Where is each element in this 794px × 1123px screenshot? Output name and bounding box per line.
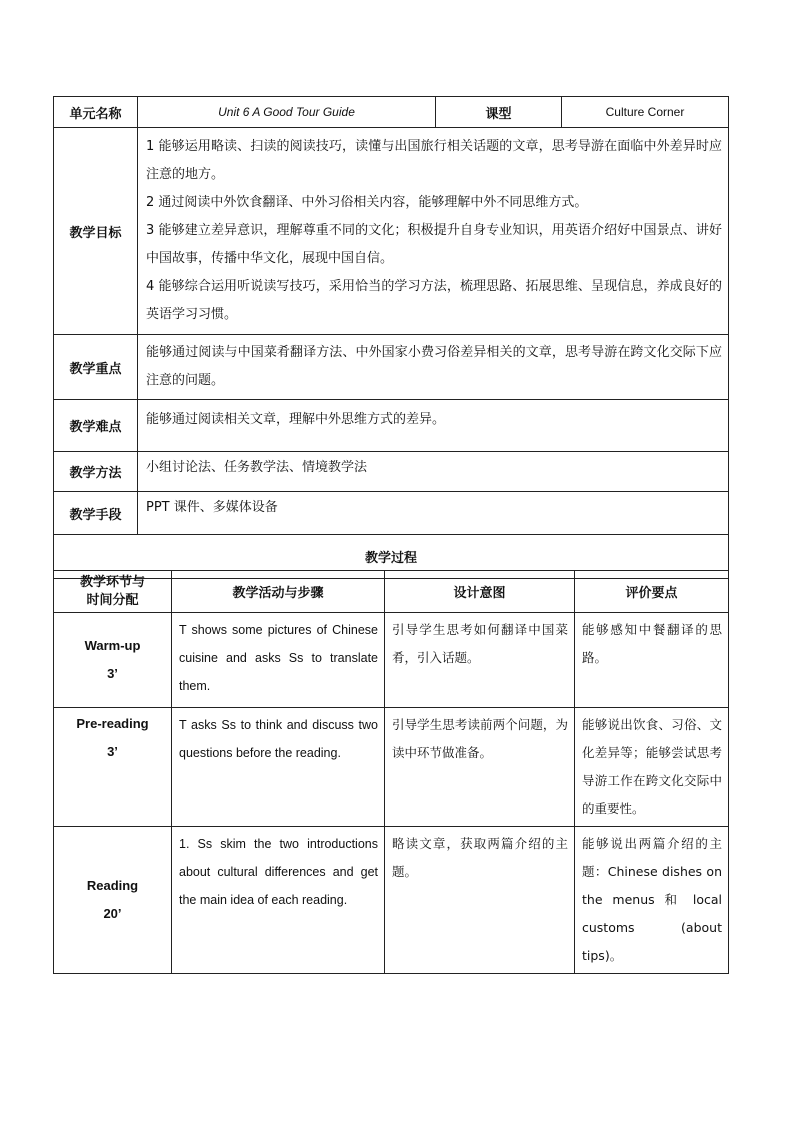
methods-value: 小组讨论法、任务教学法、情境教学法 — [138, 452, 729, 492]
evaluation-cell: 能够说出两篇介绍的主题：Chinese dishes on the menus 和 local customs (about tips)。 — [575, 827, 729, 974]
difficulties-value: 能够通过阅读相关文章，理解中外思维方式的差异。 — [138, 400, 729, 452]
activity-cell: 1. Ss skim the two introductions about cultural differences and get the main idea of each reading. — [172, 827, 385, 974]
table-row — [54, 613, 729, 708]
intent-cell: 引导学生思考读前两个问题，为读中环节做准备。 — [385, 708, 575, 827]
process-title: 教学过程 — [54, 535, 729, 579]
stage-time: 20’ — [103, 906, 122, 921]
type-label: 课型 — [436, 97, 562, 128]
goal-item-3: 3 能够建立差异意识，理解尊重不同的文化；积极提升自身专业知识，用英语介绍好中国景点、讲好中国故事，传播中华文化，展现中国自信。 — [146, 223, 722, 266]
goals-content — [138, 128, 729, 335]
lesson-info-table — [53, 96, 729, 579]
intent-cell: 引导学生思考如何翻译中国菜肴，引入话题。 — [385, 613, 575, 708]
table-row — [54, 708, 729, 827]
evaluation-cell: 能够说出饮食、习俗、文化差异等；能够尝试思考导游工作在跨文化交际中的重要性。 — [575, 708, 729, 827]
key-points-row — [54, 335, 729, 400]
difficulties-label: 教学难点 — [54, 400, 138, 452]
stage-cell — [54, 708, 172, 827]
column-header-evaluation: 评价要点 — [575, 571, 729, 613]
methods-row — [54, 452, 729, 492]
column-header-stage-line2: 时间分配 — [86, 592, 139, 608]
goal-item-1: 1 能够运用略读、扫读的阅读技巧，读懂与出国旅行相关话题的文章，思考导游在面临中外差异时应注意的地方。 — [146, 139, 722, 182]
activity-cell: T shows some pictures of Chinese cuisine and asks Ss to translate them. — [172, 613, 385, 708]
type-value: Culture Corner — [562, 97, 729, 128]
methods-label: 教学方法 — [54, 452, 138, 492]
difficulties-row — [54, 400, 729, 452]
means-value: PPT 课件、多媒体设备 — [138, 492, 729, 535]
evaluation-cell: 能够感知中餐翻译的思路。 — [575, 613, 729, 708]
column-header-stage — [54, 571, 172, 613]
intent-cell: 略读文章，获取两篇介绍的主题。 — [385, 827, 575, 974]
column-header-intent: 设计意图 — [385, 571, 575, 613]
stage-name: Pre-reading — [76, 716, 149, 731]
unit-label: 单元名称 — [54, 97, 138, 128]
goals-row — [54, 128, 729, 335]
means-label: 教学手段 — [54, 492, 138, 535]
stage-time: 3’ — [107, 666, 118, 681]
stage-cell — [54, 613, 172, 708]
column-header-activity: 教学活动与步骤 — [172, 571, 385, 613]
means-row — [54, 492, 729, 535]
goal-item-2: 2 通过阅读中外饮食翻译、中外习俗相关内容，能够理解中外不同思维方式。 — [146, 195, 588, 210]
process-header-row — [54, 571, 729, 613]
unit-row — [54, 97, 729, 128]
activity-cell: T asks Ss to think and discuss two questions before the reading. — [172, 708, 385, 827]
stage-name: Warm-up — [84, 638, 141, 653]
column-header-stage-line1: 教学环节与 — [79, 574, 145, 590]
goal-item-4: 4 能够综合运用听说读写技巧，采用恰当的学习方法，梳理思路、拓展思维、呈现信息，养成良好的英语学习习惯。 — [146, 279, 722, 322]
key-points-value: 能够通过阅读与中国菜肴翻译方法、中外国家小费习俗差异相关的文章，思考导游在跨文化交际下应注意的问题。 — [138, 335, 729, 400]
key-points-label: 教学重点 — [54, 335, 138, 400]
unit-value: Unit 6 A Good Tour Guide — [138, 97, 436, 128]
table-row — [54, 827, 729, 974]
process-table — [53, 570, 729, 974]
stage-name: Reading — [86, 878, 139, 893]
stage-time: 3’ — [107, 744, 118, 759]
goals-label: 教学目标 — [54, 128, 138, 335]
stage-cell — [54, 827, 172, 974]
